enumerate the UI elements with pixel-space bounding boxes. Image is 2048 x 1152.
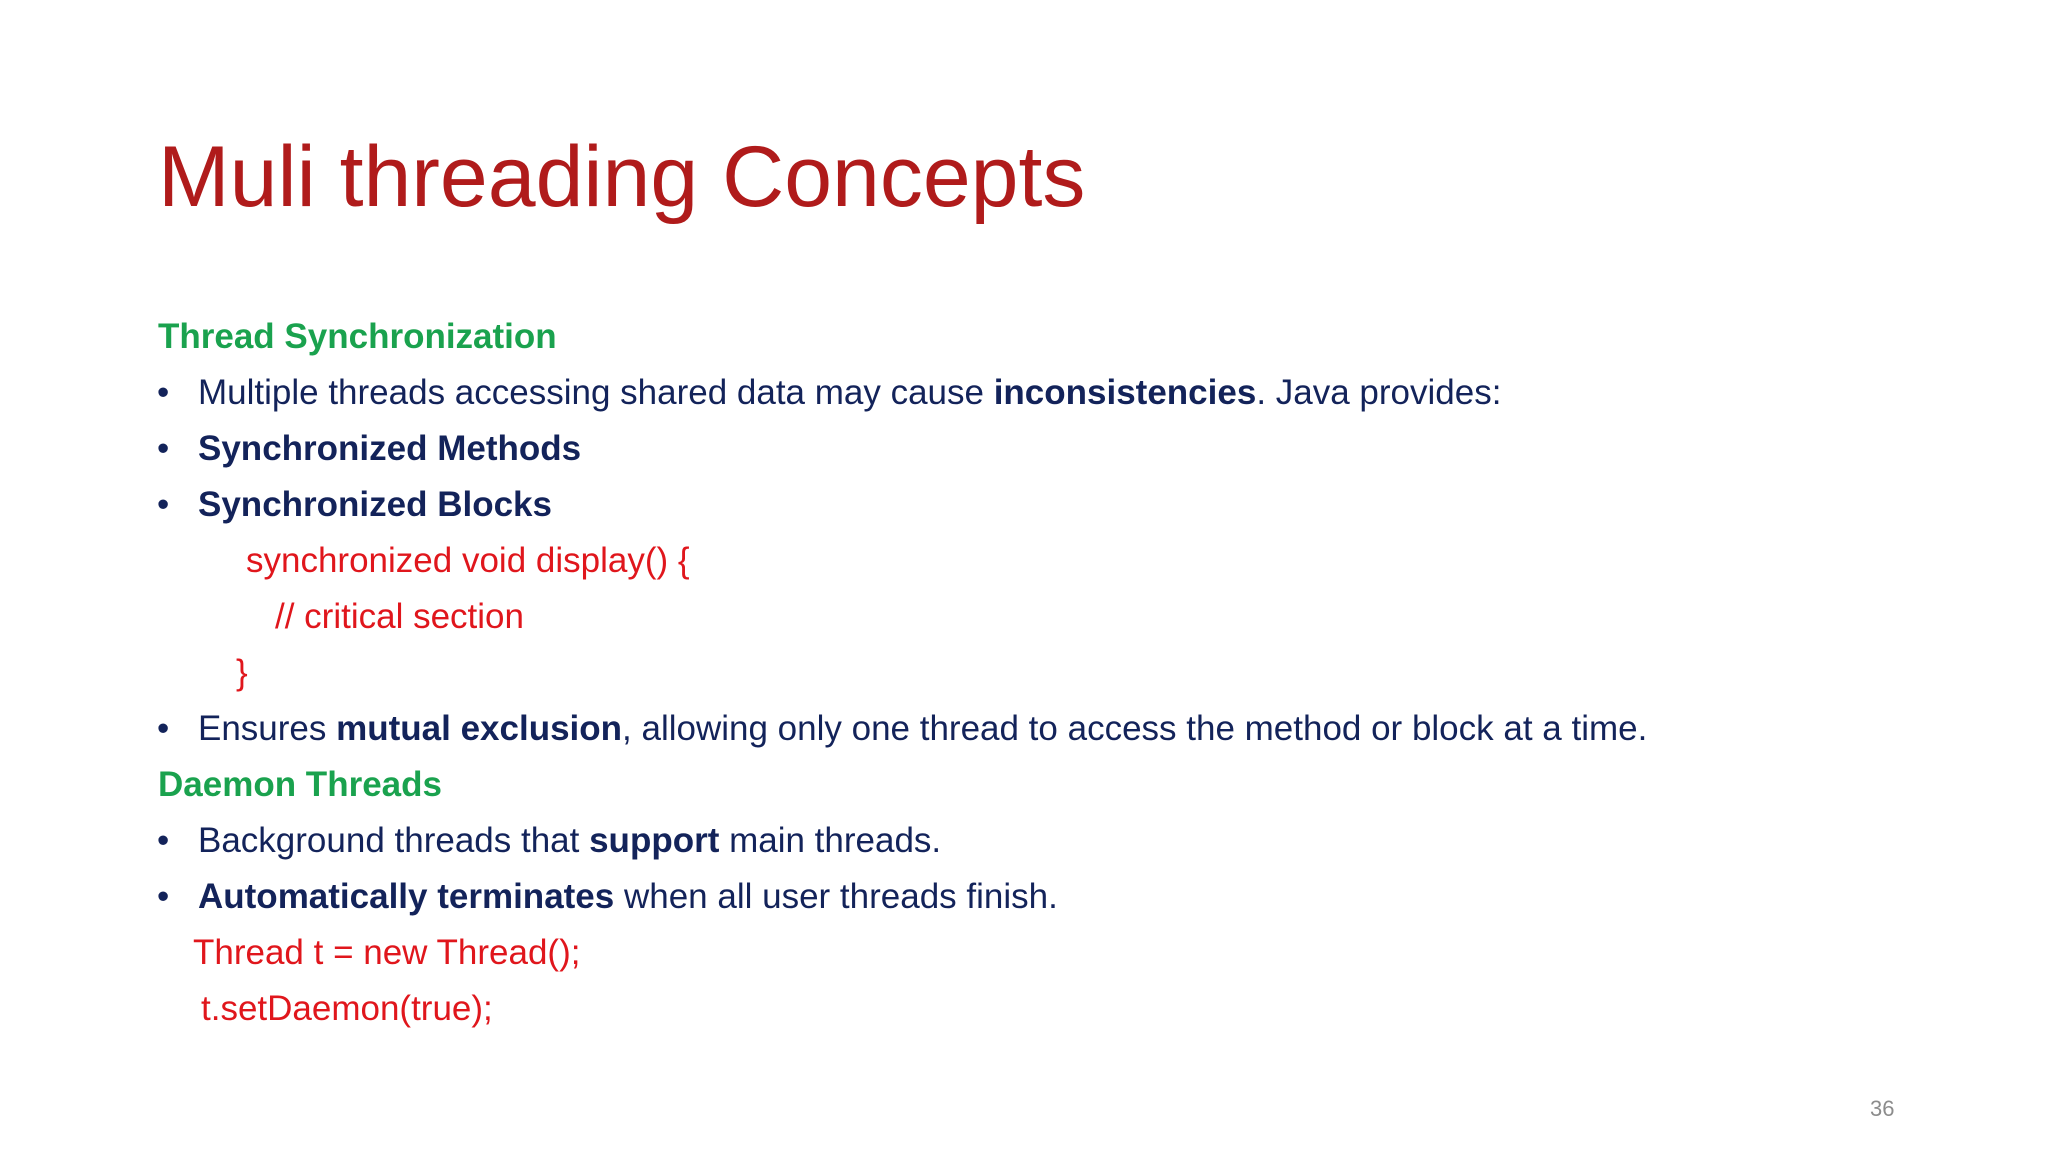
bullet-item-support bbox=[157, 816, 942, 866]
code-line: t.setDaemon(true); bbox=[201, 989, 493, 1028]
bullet-text: . Java provides: bbox=[1256, 373, 1502, 412]
code-line: // critical section bbox=[275, 597, 524, 636]
bullet-bold-text: mutual exclusion bbox=[336, 709, 623, 748]
bullet-item-automatically-terminates bbox=[157, 872, 1058, 922]
bullet-icon: • bbox=[157, 485, 170, 524]
bullet-text: Background threads that bbox=[198, 821, 590, 860]
slide-title: Muli threading Concepts bbox=[158, 129, 1086, 225]
bullet-icon: • bbox=[157, 373, 170, 412]
code-line: Thread t = new Thread(); bbox=[193, 933, 581, 972]
bullet-text: Ensures bbox=[198, 709, 337, 748]
bullet-text: , allowing only one thread to access the method or block at a time. bbox=[622, 709, 1648, 748]
section-heading-thread-synchronization: Thread Synchronization bbox=[158, 317, 557, 356]
bullet-text: Multiple threads accessing shared data may cause bbox=[198, 373, 994, 412]
section-heading-daemon-threads: Daemon Threads bbox=[158, 765, 442, 804]
bullet-item-synchronized-methods bbox=[157, 424, 582, 474]
code-line: synchronized void display() { bbox=[246, 541, 690, 580]
bullet-item-mutual-exclusion bbox=[157, 704, 1648, 754]
bullet-item-synchronized-blocks bbox=[157, 480, 552, 530]
page-number: 36 bbox=[1870, 1096, 1895, 1121]
bullet-text: when all user threads finish. bbox=[614, 877, 1058, 916]
bullet-bold-text: Automatically terminates bbox=[198, 877, 615, 916]
bullet-icon: • bbox=[157, 821, 170, 860]
bullet-icon: • bbox=[157, 429, 170, 468]
bullet-icon: • bbox=[157, 709, 170, 748]
bullet-bold-text: Synchronized Methods bbox=[198, 429, 582, 468]
bullet-text: main threads. bbox=[719, 821, 942, 860]
bullet-bold-text: inconsistencies bbox=[993, 373, 1257, 412]
bullet-bold-text: support bbox=[589, 821, 720, 860]
bullet-icon: • bbox=[157, 877, 170, 916]
bullet-item-inconsistencies bbox=[157, 368, 1502, 418]
bullet-bold-text: Synchronized Blocks bbox=[198, 485, 552, 524]
code-line: } bbox=[236, 653, 248, 692]
